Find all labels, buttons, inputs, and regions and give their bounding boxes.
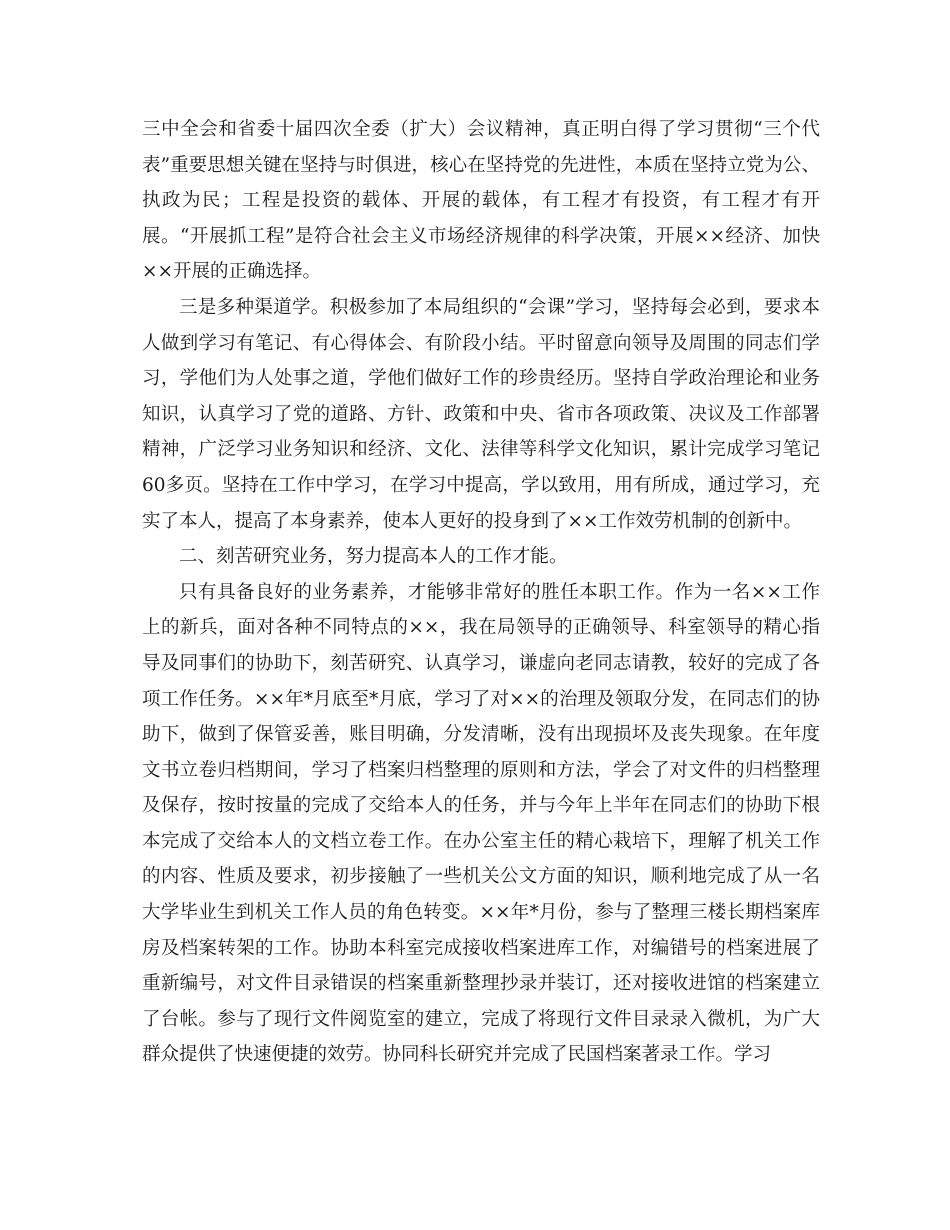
paragraph-1: 三中全会和省委十届四次全委（扩大）会议精神，真正明白得了学习贯彻“三个代表”重要思想关键在坚持与时俱进，核心在坚持党的先进性，本质在坚持立党为公、执政为民；工程是投资的载体、开展的载体，有工程才有投资，有工程才有开展。“开展抓工程”是符合社会主义市场经济规律的科学决策，开展××经济、加快××开展的正确选择。 <box>142 119 820 283</box>
section-heading: 二、刻苦研究业务，努力提高本人的工作才能。 <box>179 546 568 568</box>
paragraph-2: 三是多种渠道学。积极参加了本局组织的“会课”学习，坚持每会必到，要求本人做到学习有笔记、有心得体会、有阶段小结。平时留意向领导及周围的同志们学习，学他们为人处事之道，学他们做好工作的珍贵经历。坚持自学政治理论和业务知识，认真学习了党的道路、方针、政策和中央、省市各项政策、决议及工作部署精神，广泛学习业务知识和经济、文化、法律等科学文化知识，累计完成学习笔记60多页。坚持在工作中学习，在学习中提高，学以致用，用有所成，通过学习，充实了本人，提高了本身素养，使本人更好的投身到了××工作效劳机制的创新中。 <box>142 296 820 532</box>
paragraph-4: 只有具备良好的业务素养，才能够非常好的胜任本职工作。作为一名××工作上的新兵，面对各种不同特点的××，我在局领导的正确领导、科室领导的精心指导及同事们的协助下，刻苦研究、认真学习，谦虚向老同志请教，较好的完成了各项工作任务。××年*月底至*月底，学习了对××的治理及领取分发，在同志们的协助下，做到了保管妥善，账目明确，分发清晰，没有出现损坏及丧失现象。在年度文书立卷归档期间，学习了档案归档整理的原则和方法，学会了对文件的归档整理及保存，按时按量的完成了交给本人的任务，并与今年上半年在同志们的协助下根本完成了交给本人的文档立卷工作。在办公室主任的精心栽培下，理解了机关工作的内容、性质及要求，初步接触了一些机关公文方面的知识，顺利地完成了从一名大学毕业生到机关工作人员的角色转变。××年*月份，参与了整理三楼长期档案库房及档案转架的工作。协助本科室完成接收档案进库工作，对编错号的档案进展了重新编号，对文件目录错误的档案重新整理抄录并装订，还对接收进馆的档案建立了台帐。参与了现行文件阅览室的建立，完成了将现行文件目录录入微机，为广大群众提供了快速便捷的效劳。协同科长研究并完成了民国档案著录工作。学习 <box>142 581 820 1066</box>
document-body <box>142 112 820 1073</box>
